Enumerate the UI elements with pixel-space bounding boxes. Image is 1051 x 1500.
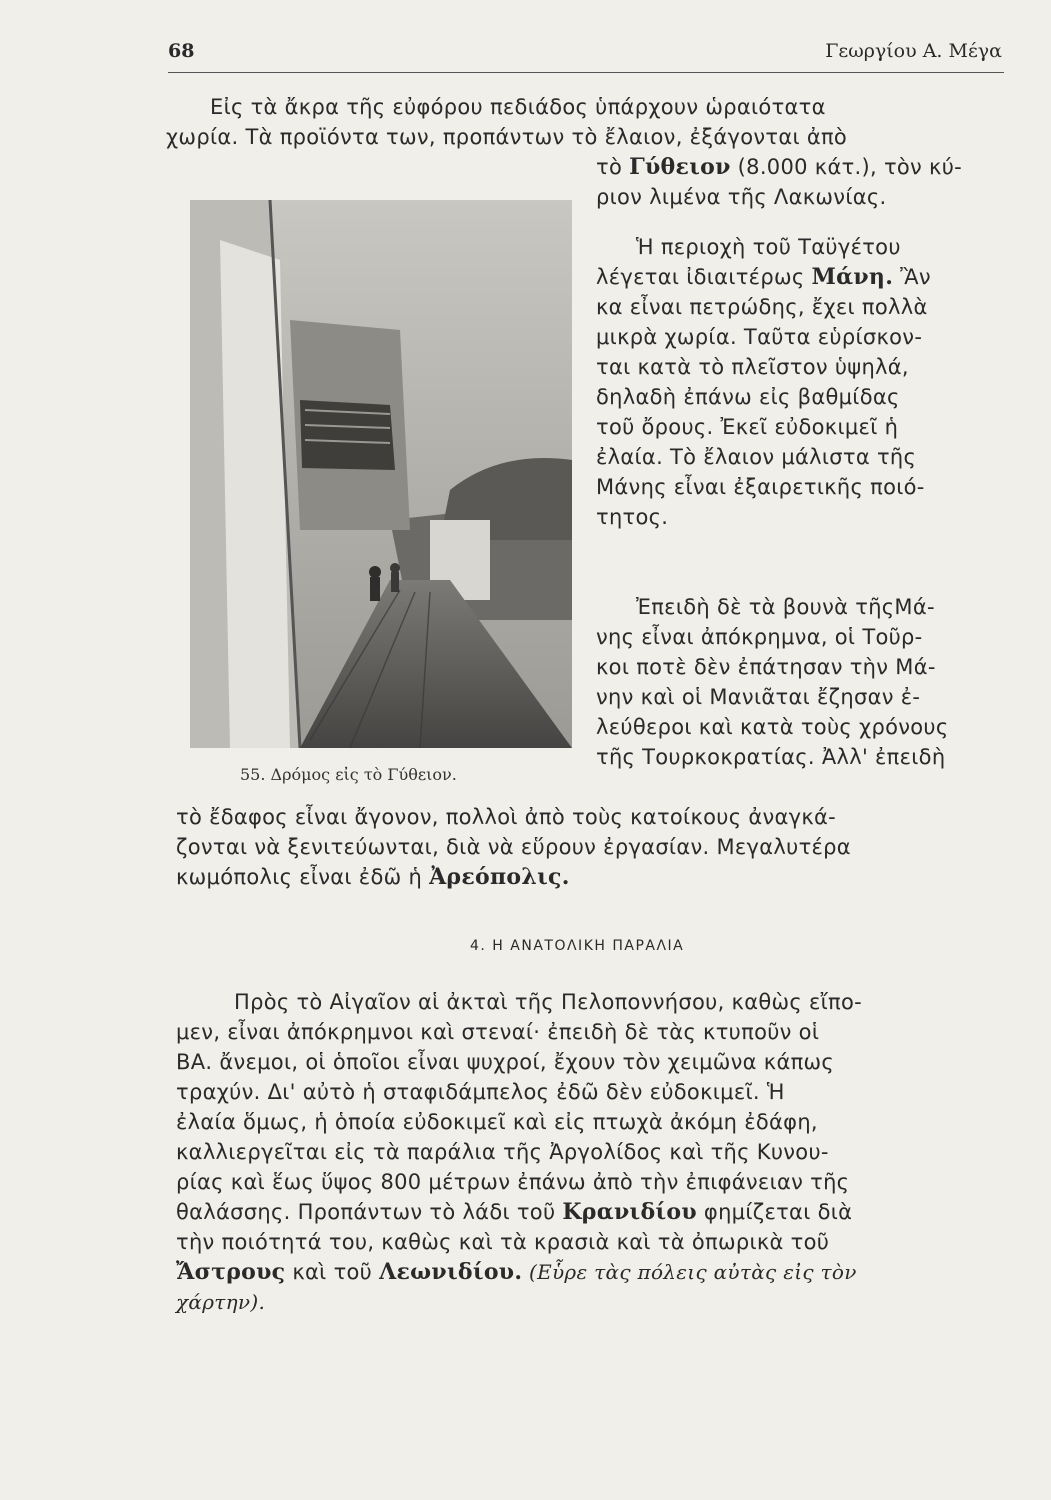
text-line: ἐλαία. Τὸ ἔλαιον μάλιστα τῆς [596, 445, 917, 469]
street-illustration [190, 200, 572, 748]
turks-paragraph-full [176, 802, 851, 892]
text-run: τὸ [596, 155, 630, 179]
section-heading: 4. Η ΑΝΑΤΟΛΙΚΗ ΠΑΡΑΛΙΑ [470, 938, 685, 954]
exercise-note-end: χάρτην). [176, 1290, 266, 1314]
place-name-mani: Μάνη. [811, 264, 894, 290]
text-line: νην καὶ οἱ Μανιᾶται ἔζησαν ἐ- [596, 685, 921, 709]
text-run: φημίζεται διὰ [696, 1200, 853, 1224]
text-line: μεν, εἶναι ἀπόκρημνοι καὶ στεναί· ἐπειδὴ δὲ τὰς κτυποῦν οἱ [176, 1020, 820, 1044]
running-title: Γεωργίου Α. Μέγα [825, 40, 1002, 62]
turks-paragraph-right [596, 592, 948, 772]
text-line: χωρία. Τὰ προϊόντα των, προπάντων τὸ ἔλαιον, ἐξάγονται ἀπὸ [166, 125, 848, 149]
text-line: τοῦ ὄρους. Ἐκεῖ εὐδοκιμεῖ ἡ [596, 415, 899, 439]
text-line: ἐλαία ὅμως, ἡ ὁποία εὐδοκιμεῖ καὶ εἰς πτωχὰ ἀκόμη ἐδάφη, [176, 1110, 818, 1134]
text-line: κοι ποτὲ δὲν ἐπάτησαν τὴν Μά- [596, 655, 936, 679]
text-line: νης εἶναι ἀπόκρημνα, οἱ Τοῦρ- [596, 625, 923, 649]
text-line: δηλαδὴ ἐπάνω εἰς βαθμίδας [596, 385, 900, 409]
text-line [596, 152, 962, 182]
text-run: (8.000 κάτ.), τὸν κύ- [730, 155, 963, 179]
text-line: λεύθεροι καὶ κατὰ τοὺς χρόνους [596, 715, 949, 739]
text-line: Ἡ περιοχὴ τοῦ Ταϋγέτου [636, 235, 901, 259]
text-run: καὶ τοῦ [285, 1260, 380, 1284]
text-line [176, 862, 851, 892]
text-line [176, 1257, 857, 1287]
text-line: κα εἶναι πετρώδης, ἔχει πολλὰ [596, 295, 928, 319]
east-coast-paragraph [176, 1017, 857, 1317]
text-line: ζονται νὰ ξενιτεύωνται, διὰ νὰ εὕρουν ἐργασίαν. Μεγαλυτέρα [176, 835, 851, 859]
page-number: 68 [168, 40, 195, 62]
text-run: θαλάσσης. Προπάντων τὸ λάδι τοῦ [176, 1200, 563, 1224]
text-line: ΒΑ. ἄνεμοι, οἱ ὁποῖοι εἶναι ψυχροί, ἔχουν τὸν χειμῶνα κάπως [176, 1050, 835, 1074]
text-line [176, 1197, 857, 1227]
intro-paragraph-c [596, 152, 962, 212]
text-line: τῆς Τουρκοκρατίας. Ἀλλ' ἐπειδὴ [596, 745, 946, 769]
place-name-kranidi: Κρανιδίου [562, 1199, 697, 1225]
page-header [168, 38, 1004, 73]
text-line: ριον λιμένα τῆς Λακωνίας. [596, 185, 887, 209]
photo-street-gytheio [190, 200, 572, 748]
east-coast-first-line [234, 987, 862, 1017]
exercise-note: (Εὗρε τὰς πόλεις αὐτὰς εἰς τὸν [522, 1260, 857, 1284]
text-line: τὴν ποιότητά του, καθὼς καὶ τὰ κρασιὰ καὶ τὰ ὀπωρικὰ τοῦ [176, 1230, 830, 1254]
text-line: Εἰς τὰ ἄκρα τῆς εὐφόρου πεδιάδος ὑπάρχουν ὡραιότατα [210, 95, 826, 119]
intro-paragraph-a [210, 92, 826, 122]
text-run: Ἂν [893, 265, 931, 289]
text-run: λέγεται ἰδιαιτέρως [596, 265, 812, 289]
text-line: καλλιεργεῖται εἰς τὰ παράλια τῆς Ἀργολίδος καὶ τῆς Κυνου- [176, 1140, 829, 1164]
intro-paragraph-b [166, 122, 847, 152]
text-line: Πρὸς τὸ Αἰγαῖον αἱ ἀκταὶ τῆς Πελοποννήσου, καθὼς εἴπο- [234, 990, 863, 1014]
text-line: ται κατὰ τὸ πλεῖστον ὑψηλά, [596, 355, 909, 379]
text-line: Ἐπειδὴ δὲ τὰ βουνὰ τῆςΜά- [636, 595, 935, 619]
mani-paragraph [596, 232, 931, 532]
place-name-gytheio: Γύθειον [629, 154, 731, 180]
text-line: τραχύν. Δι' αὐτὸ ἡ σταφιδάμπελος ἐδῶ δὲν εὐδοκιμεῖ. Ἡ [176, 1080, 785, 1104]
text-line [596, 262, 931, 292]
place-name-leonidio: Λεωνιδίου. [379, 1259, 523, 1285]
text-line [176, 1287, 857, 1317]
text-line: τὸ ἔδαφος εἶναι ἄγονον, πολλοὶ ἀπὸ τοὺς κατοίκους ἀναγκά- [176, 805, 837, 829]
text-line: τητος. [596, 505, 669, 529]
place-name-astros: Ἄστρους [176, 1259, 286, 1285]
text-line: ρίας καὶ ἕως ὕψος 800 μέτρων ἐπάνω ἀπὸ τὴν ἐπιφάνειαν τῆς [176, 1170, 850, 1194]
place-name-areopoli: Ἀρεόπολις. [429, 864, 570, 890]
text-run: κωμόπολις εἶναι ἐδῶ ἡ [176, 865, 430, 889]
figure-caption: 55. Δρόμος εἰς τὸ Γύθειον. [240, 765, 457, 784]
text-line: μικρὰ χωρία. Ταῦτα εὑρίσκον- [596, 325, 923, 349]
text-line: Μάνης εἶναι ἐξαιρετικῆς ποιό- [596, 475, 925, 499]
